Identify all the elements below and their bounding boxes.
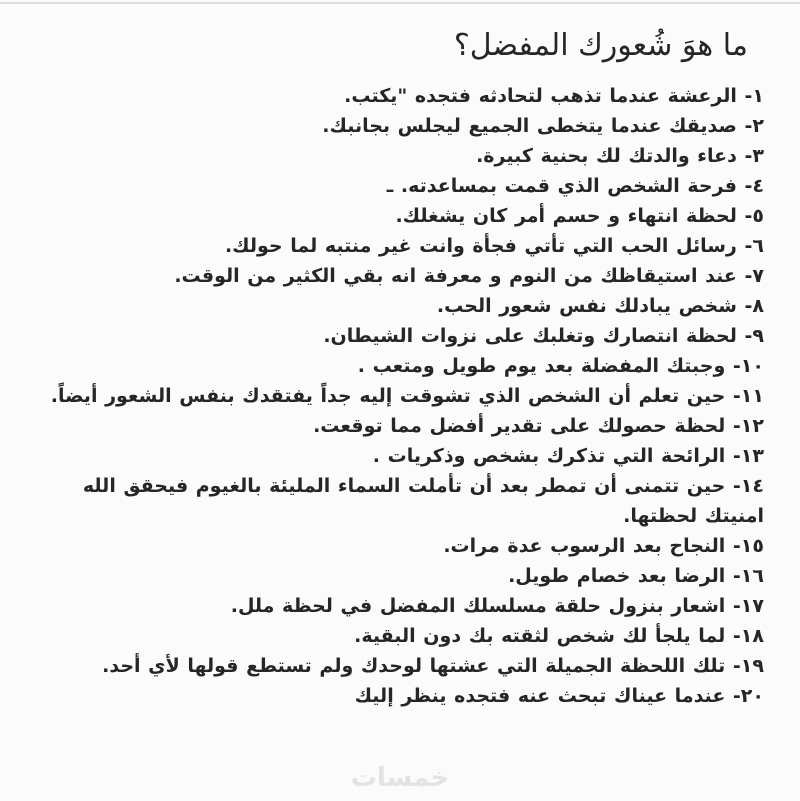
list-item: ١٣- الرائحة التي تذكرك بشخص وذكريات . xyxy=(372,445,764,467)
list-item: ٢- صديقك عندما يتخطى الجميع ليجلس بجانبك. xyxy=(322,115,764,137)
list-item: ١١- حين تعلم أن الشخص الذي تشوقت إليه جداً يفتقدك بنفس الشعور أيضاً. xyxy=(50,385,764,407)
list-item: ١٦- الرضا بعد خصام طويل. xyxy=(508,565,764,587)
list-item: ٢٠- عندما عيناك تبحث عنه فتجده ينظر إليك xyxy=(354,685,764,707)
list-item: ٣- دعاء والدتك لك بحنية كبيرة. xyxy=(476,145,764,167)
watermark-khamsat: خمسات xyxy=(350,763,450,793)
list-item: ١٩- تلك اللحظة الجميلة التي عشتها لوحدك ولم تستطع قولها لأي أحد. xyxy=(102,655,764,677)
page-title: ما هوَ شُعورك المفضل؟ xyxy=(453,28,748,63)
list-item: ٧- عند استيقاظك من النوم و معرفة انه بقي الكثير من الوقت. xyxy=(174,265,764,287)
list-item: ٥- لحظة انتهاء و حسم أمر كان يشغلك. xyxy=(395,205,764,227)
list-item: ١٤- حين تتمنى أن تمطر بعد أن تأملت السماء المليئة بالغيوم فيحقق الله امنيتك لحظتها. xyxy=(82,475,764,527)
list-item: ١٨- لما يلجأ لك شخص لثقته بك دون البقية. xyxy=(354,625,764,647)
list-item: ٩- لحظة انتصارك وتغلبك على نزوات الشيطان. xyxy=(323,325,764,347)
list-item: ١٠- وجبتك المفضلة بعد يوم طويل ومتعب . xyxy=(357,355,764,377)
list-item: ٦- رسائل الحب التي تأتي فجأة وانت غير منتبه لما حولك. xyxy=(224,235,764,257)
top-border-line xyxy=(0,2,800,4)
list-item: ١٢- لحظة حصولك على تقدير أفضل مما توقعت. xyxy=(313,415,764,437)
list-item: ٨- شخص يبادلك نفس شعور الحب. xyxy=(436,295,764,317)
list-item: ١٥- النجاح بعد الرسوب عدة مرات. xyxy=(443,535,764,557)
feelings-list xyxy=(0,65,800,711)
list-item: ١- الرعشة عندما تذهب لتحادثه فتجده "يكتب. xyxy=(344,85,764,107)
list-item: ١٧- اشعار بنزول حلقة مسلسلك المفضل في لحظة ملل. xyxy=(230,595,764,617)
list-item: ٤- فرحة الشخص الذي قمت بمساعدته. ـ xyxy=(386,175,764,197)
